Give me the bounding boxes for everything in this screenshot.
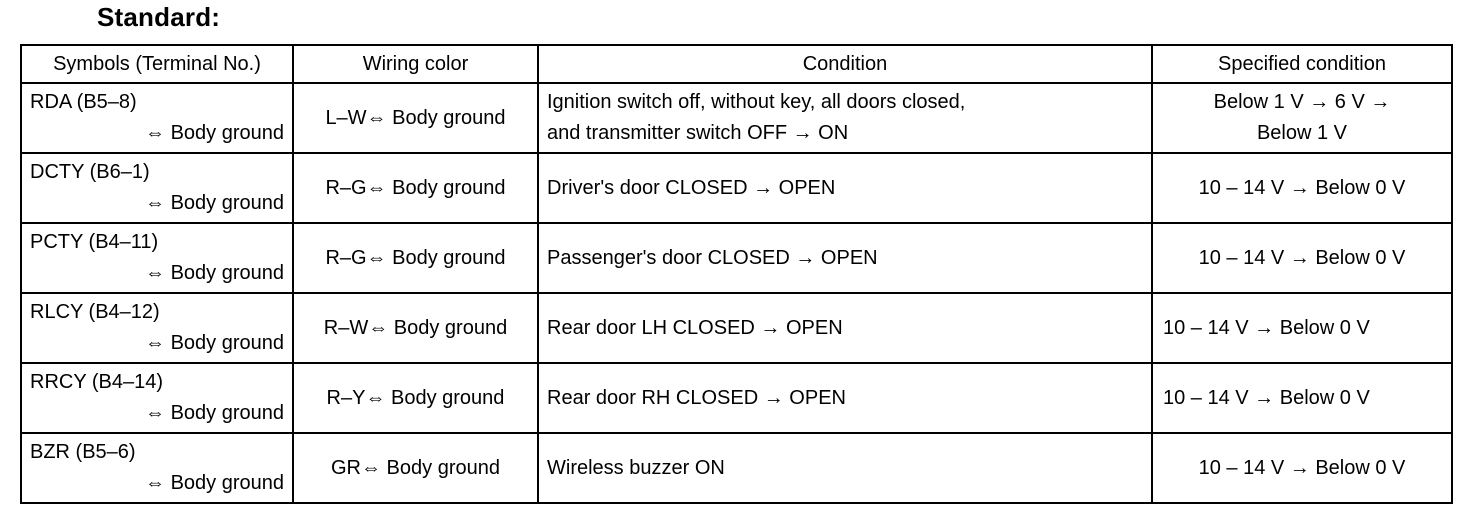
table-row [21,83,1452,153]
condition-line: Driver's door CLOSED → OPEN [547,176,836,199]
symbol-terminal: RLCY (B4–12) [30,301,160,323]
condition-line: and transmitter switch OFF → ON [547,122,849,144]
symbol-cell [21,433,293,503]
specified-condition-cell [1152,83,1452,153]
condition-line: Rear door RH CLOSED → OPEN [547,386,846,409]
specified-line: 10 – 14 V → Below 0 V [1163,386,1370,409]
wiring-color-cell: GR⇔ Body ground [293,433,538,503]
symbol-cell [21,223,293,293]
symbol-cell [21,293,293,363]
specified-line: 10 – 14 V → Below 0 V [1198,456,1406,479]
wiring-color-cell: R–G⇔ Body ground [293,153,538,223]
symbol-cell [21,153,293,223]
symbol-cell [21,83,293,153]
wiring-color-cell: R–W⇔ Body ground [293,293,538,363]
header-condition: Condition [538,45,1152,83]
condition-cell [538,293,1152,363]
specified-condition-cell [1152,153,1452,223]
header-wiring-color: Wiring color [293,45,538,83]
symbol-terminal: DCTY (B6–1) [30,161,150,183]
specified-condition-cell [1152,293,1452,363]
condition-cell [538,223,1152,293]
page-title: Standard: [97,2,221,32]
table-row [21,363,1452,433]
wiring-color-cell: L–W⇔ Body ground [293,83,538,153]
condition-cell [538,153,1152,223]
condition-line: Ignition switch off, without key, all doors closed, [547,91,966,113]
condition-line: Rear door LH CLOSED → OPEN [547,316,843,339]
specified-line: Below 1 V [1256,122,1348,144]
specified-condition-cell [1152,363,1452,433]
symbol-ground: ⇔ Body ground [145,262,284,284]
table-row [21,433,1452,503]
symbol-ground: ⇔ Body ground [145,192,284,214]
symbol-ground: ⇔ Body ground [145,402,284,424]
symbol-ground: ⇔ Body ground [145,472,284,494]
symbol-terminal: BZR (B5–6) [30,441,136,463]
symbol-terminal: RDA (B5–8) [30,91,137,113]
symbol-ground: ⇔ Body ground [145,122,284,144]
table-header-row [21,45,1452,83]
specified-line: 10 – 14 V → Below 0 V [1163,316,1370,339]
standard-spec-table [20,44,1453,504]
specified-line: 10 – 14 V → Below 0 V [1198,176,1406,199]
table-row [21,223,1452,293]
condition-line: Passenger's door CLOSED → OPEN [547,246,878,269]
table-row [21,293,1452,363]
header-symbols: Symbols (Terminal No.) [21,45,293,83]
condition-cell [538,83,1152,153]
header-specified-condition: Specified condition [1152,45,1452,83]
symbol-terminal: RRCY (B4–14) [30,371,164,393]
wiring-color-cell: R–Y⇔ Body ground [293,363,538,433]
condition-line: Wireless buzzer ON [547,456,725,479]
specified-condition-cell [1152,223,1452,293]
symbol-cell [21,363,293,433]
symbol-terminal: PCTY (B4–11) [30,231,159,253]
symbol-ground: ⇔ Body ground [145,332,284,354]
condition-cell [538,433,1152,503]
table-row [21,153,1452,223]
specified-line: 10 – 14 V → Below 0 V [1198,246,1406,269]
wiring-color-cell: R–G⇔ Body ground [293,223,538,293]
specified-condition-cell [1152,433,1452,503]
condition-cell [538,363,1152,433]
specified-line: Below 1 V → 6 V → [1213,91,1391,113]
